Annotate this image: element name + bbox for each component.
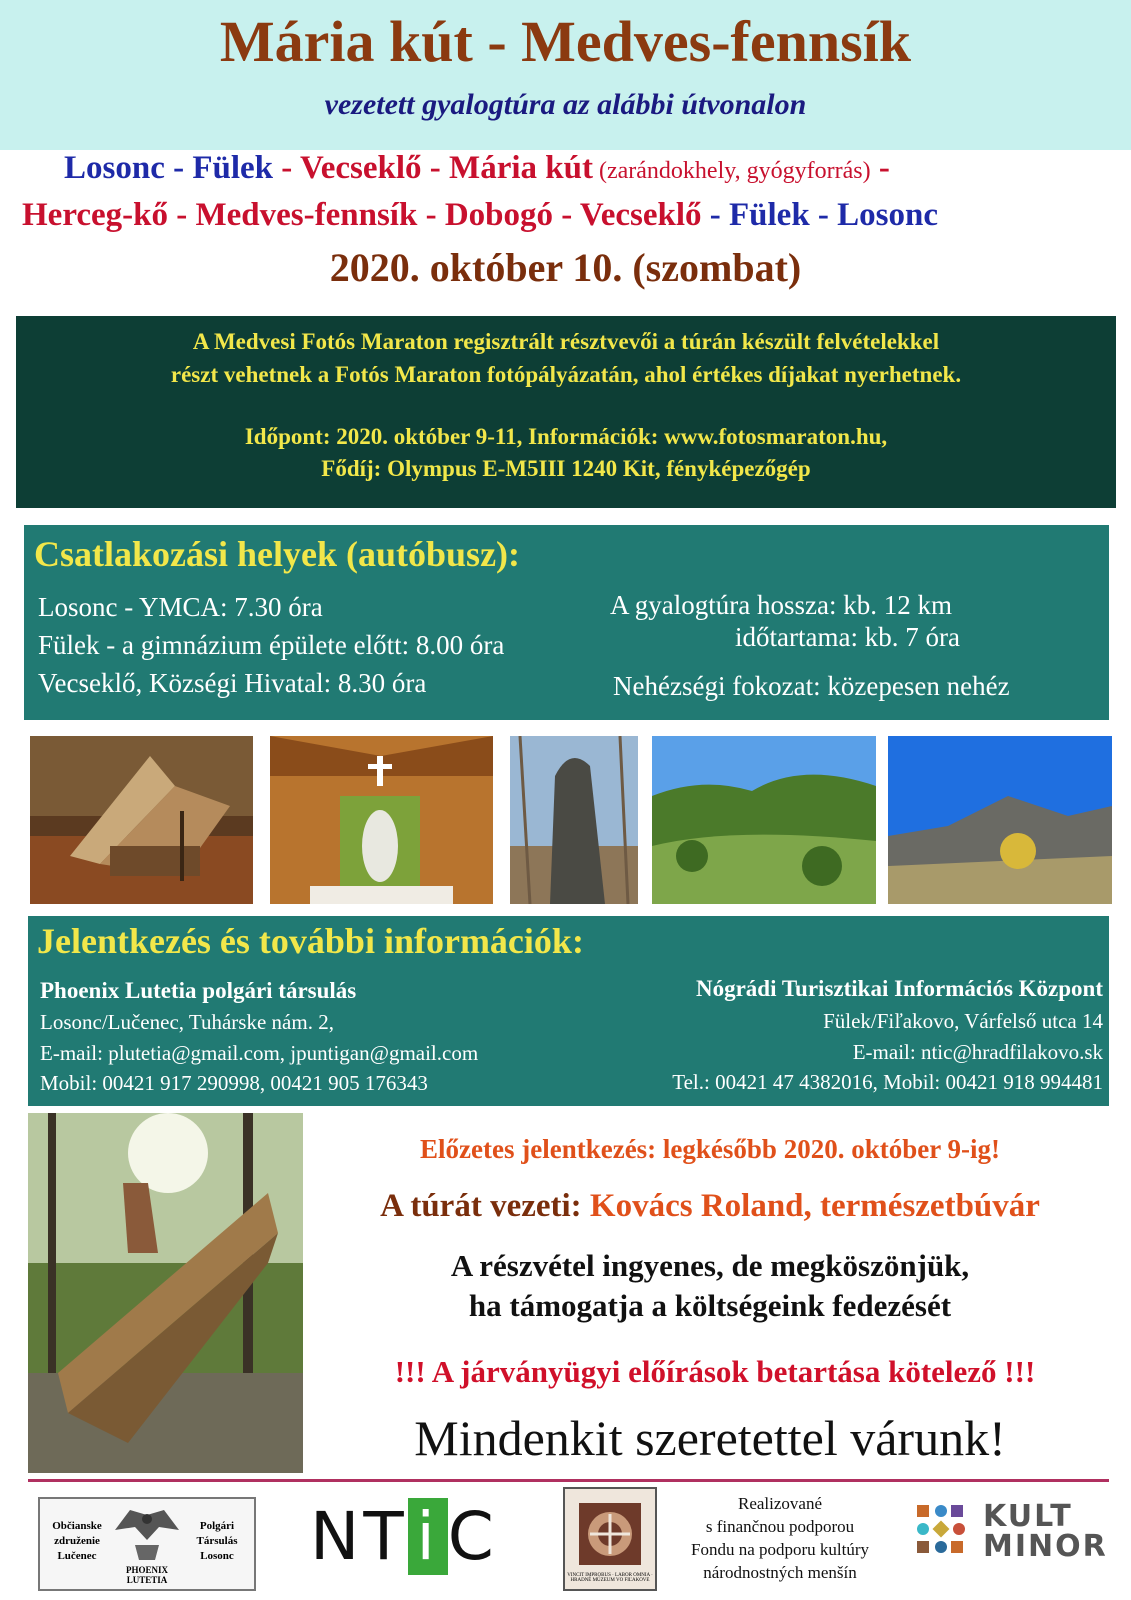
bus-stop: Fülek - a gimnázium épülete előtt: 8.00 óra xyxy=(38,630,505,660)
logo-left-text xyxy=(46,1519,108,1564)
page-subtitle: vezetett gyalogtúra az alábbi útvonalon xyxy=(324,88,807,121)
photo-forest-shelter xyxy=(28,1113,303,1473)
free-participation-line: A részvétel ingyenes, de megköszönjük, xyxy=(450,1248,970,1283)
route-stop: Losonc xyxy=(64,150,165,186)
hike-duration: időtartama: kb. 7 óra xyxy=(735,622,960,652)
registration-title: Jelentkezés és további információk: xyxy=(37,921,584,961)
right-org-phone: Tel.: 00421 47 4382016, Mobil: 00421 918 994481 xyxy=(672,1070,1103,1094)
photo-chapel-interior xyxy=(270,736,493,904)
event-date: 2020. október 10. (szombat) xyxy=(329,245,802,290)
joining-title: Csatlakozási helyek (autóbusz): xyxy=(34,534,521,574)
logo-text: Losonc xyxy=(200,1550,234,1562)
left-org-name: Phoenix Lutetia polgári társulás xyxy=(40,978,357,1003)
minor-text: MINOR xyxy=(983,1529,1108,1564)
photo-wooden-shelter xyxy=(30,736,253,904)
kult-text: KULT xyxy=(983,1499,1073,1534)
logo-text: Občianske xyxy=(52,1520,102,1532)
photo-marathon-box xyxy=(16,316,1116,508)
right-org-email: E-mail: ntic@hradfilakovo.sk xyxy=(852,1040,1103,1064)
left-org-email: E-mail: plutetia@gmail.com, jpuntigan@gmail.com xyxy=(40,1041,479,1065)
route-separator: - xyxy=(701,197,729,233)
left-org-phone: Mobil: 00421 917 290998, 00421 905 176343 xyxy=(40,1071,428,1095)
route-stop: Vecseklő - Mária kút xyxy=(299,150,593,186)
kult-minor-logo xyxy=(915,1499,1110,1564)
funding-line: Fondu na podporu kultúry xyxy=(690,1540,870,1559)
route-line-1 xyxy=(64,150,890,187)
logo-text: Társulás xyxy=(196,1535,238,1547)
photo-marathon-line: A Medvesi Fotós Maraton regisztrált résztvevői a túrán készült felvételekkel xyxy=(192,329,940,354)
logo-right-text xyxy=(186,1519,248,1564)
photo-rock-pillar xyxy=(510,736,638,904)
kult-minor-pattern-icon xyxy=(915,1503,975,1563)
page-title: Mária kút - Medves-fennsík xyxy=(219,9,912,74)
route-line-2 xyxy=(22,197,938,234)
bus-stop: Losonc - YMCA: 7.30 óra xyxy=(38,592,323,622)
funding-line: národnostných menšín xyxy=(703,1563,857,1582)
right-org-address: Fülek/Fiľakovo, Várfelső utca 14 xyxy=(823,1009,1103,1033)
route-stop: Fülek - Losonc xyxy=(729,197,939,233)
logo-text: združenie xyxy=(54,1535,100,1547)
phoenix-lutetia-logo xyxy=(38,1497,256,1591)
funding-notice xyxy=(680,1492,880,1584)
right-org-name: Nógrádi Turisztikai Információs Központ xyxy=(695,976,1103,1001)
route-separator: - xyxy=(870,150,890,186)
welcome-message: Mindenkit szeretettel várunk! xyxy=(414,1410,1006,1466)
ntic-logo: NT i C xyxy=(310,1498,498,1575)
route-separator: - xyxy=(164,150,193,186)
route-stop: Fülek xyxy=(192,150,274,186)
bus-stop: Vecseklő, Községi Hivatal: 8.30 óra xyxy=(38,668,427,698)
funding-line: s finančnou podporou xyxy=(705,1517,855,1536)
photo-marathon-line: Fődíj: Olympus E-M5III 1240 Kit, fényképezőgép xyxy=(321,456,811,481)
phoenix-bird-icon xyxy=(110,1505,184,1565)
tour-leader-name: Kovács Roland, természetbúvár xyxy=(589,1188,1040,1224)
logo-text: Polgári xyxy=(199,1520,235,1532)
photo-hills-landscape xyxy=(652,736,876,904)
castle-museum-logo xyxy=(563,1487,657,1591)
photo-rocky-plateau xyxy=(888,736,1112,904)
photo-marathon-line: részt vehetnek a Fotós Maraton fotópályázatán, ahol értékes díjakat nyerhetnek. xyxy=(170,362,962,387)
route-stop: Herceg-kő - Medves-fennsík - Dobogó - Vecseklő xyxy=(22,197,702,233)
route-separator: - xyxy=(273,150,300,186)
logo-text: Lučenec xyxy=(57,1550,97,1562)
museum-text: VINCIT IMPROBUS · LABOR OMNIA · HRADNÉ MÚZEUM VO FIĽAKOVE xyxy=(567,1573,653,1583)
health-rules-warning: !!! A járványügyi előírások betartása kötelező !!! xyxy=(394,1354,1036,1389)
left-org-address: Losonc/Lučenec, Tuhárske nám. 2, xyxy=(40,1010,334,1034)
free-participation-line: ha támogatja a költségeink fedezését xyxy=(468,1288,952,1323)
footer-divider xyxy=(28,1479,1109,1482)
funding-line: Realizované xyxy=(737,1494,822,1513)
route-note: (zarándokhely, gyógyforrás) xyxy=(592,158,871,184)
hike-length: A gyalogtúra hossza: kb. 12 km xyxy=(610,590,952,620)
registration-deadline: Előzetes jelentkezés: legkésőbb 2020. október 9-ig! xyxy=(420,1134,1000,1164)
photo-marathon-line: Időpont: 2020. október 9-11, Információk: www.fotosmaraton.hu, xyxy=(244,424,888,449)
logo-center-text: PHOENIX LUTETIA xyxy=(125,1565,168,1585)
hike-difficulty: Nehézségi fokozat: közepesen nehéz xyxy=(613,671,1010,701)
tour-leader xyxy=(305,1188,1115,1225)
tour-leader-label: A túrát vezeti: xyxy=(380,1188,590,1224)
